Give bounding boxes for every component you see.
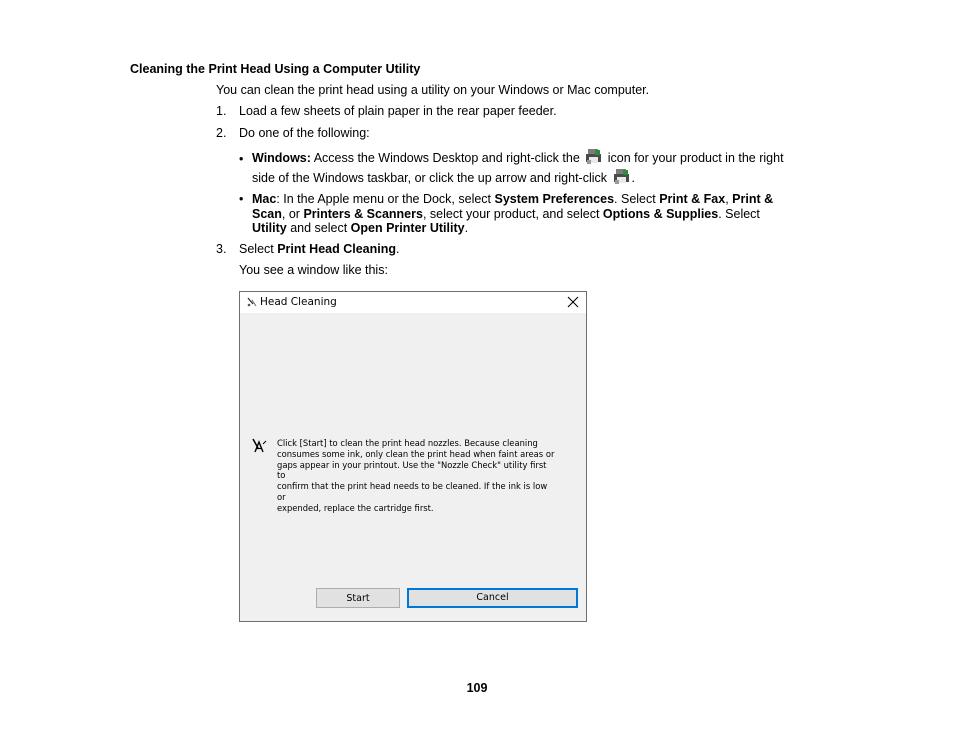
windows-text-b: icon for your product in the right [607, 151, 784, 165]
intro-text: You can clean the print head using a utility on your Windows or Mac computer. [216, 83, 650, 97]
head-cleaning-icon [246, 296, 258, 308]
dialog-message-line: Click [Start] to clean the print head nozzles. Because cleaning [277, 438, 538, 448]
mac-bold: Utility [252, 221, 287, 235]
mac-bold: Scan [252, 206, 282, 221]
mac-bullet [252, 192, 812, 236]
mac-bold: Printers & Scanners [303, 206, 423, 221]
mac-bold: Options & Supplies [602, 206, 719, 221]
dialog-title: Head Cleaning [260, 296, 337, 308]
start-button[interactable]: Start [316, 588, 400, 608]
mac-text: and select [286, 221, 351, 235]
bullet-dot: • [239, 192, 244, 206]
mac-bold: Print & Fax [659, 192, 726, 206]
nozzle-warning-icon [249, 437, 269, 457]
step-3-number: 3. [216, 242, 227, 256]
mac-bold: Open Printer Utility [350, 221, 465, 235]
windows-bullet [252, 148, 812, 188]
windows-text-c: side of the Windows taskbar, or click the up arrow and right-click [252, 171, 608, 185]
mac-text: , select your product, and select [422, 206, 603, 221]
head-cleaning-dialog [239, 291, 587, 622]
dialog-message-line: confirm that the print head needs to be cleaned. If the ink is low or [277, 481, 548, 502]
dialog-message-line: gaps appear in your printout. Use the "Nozzle Check" utility first to [277, 459, 547, 481]
windows-label: Windows: [252, 151, 311, 165]
windows-text-d: . [631, 171, 635, 185]
windows-text-a: Access the Windows Desktop and right-click the [310, 151, 580, 165]
section-heading: Cleaning the Print Head Using a Computer Utility [130, 62, 421, 76]
mac-bold: System Preferences [494, 192, 615, 206]
dialog-message [277, 438, 557, 514]
dialog-message-line: consumes some ink, only clean the print head when faint areas or [277, 448, 555, 459]
step-3-text [239, 242, 399, 257]
step-1-text: Load a few sheets of plain paper in the rear paper feeder. [239, 104, 557, 118]
printer-tray-icon [613, 168, 630, 185]
mac-text: , [725, 192, 733, 206]
cancel-button[interactable]: Cancel [407, 588, 578, 608]
step-3-bold: Print Head Cleaning [277, 242, 396, 256]
mac-label: Mac [252, 192, 277, 206]
step-3-post: . [396, 242, 400, 256]
mac-text: . [464, 221, 469, 235]
mac-text: . Select [614, 192, 660, 206]
mac-text: : In the Apple menu or the Dock, select [276, 192, 495, 206]
dialog-message-line: expended, replace the cartridge first. [277, 502, 434, 513]
step-2-number: 2. [216, 126, 227, 140]
window-caption: You see a window like this: [239, 263, 388, 277]
step-1-number: 1. [216, 104, 227, 118]
mac-bold: Print & [732, 192, 774, 206]
step-2-text: Do one of the following: [239, 126, 370, 140]
mac-text: , or [281, 206, 304, 221]
page-number: 109 [466, 681, 488, 695]
step-3-pre: Select [239, 242, 278, 256]
printer-tray-icon [585, 148, 602, 165]
bullet-dot: • [239, 152, 244, 166]
dialog-titlebar [240, 292, 586, 313]
close-icon[interactable] [566, 295, 580, 309]
mac-text: . Select [718, 206, 760, 221]
